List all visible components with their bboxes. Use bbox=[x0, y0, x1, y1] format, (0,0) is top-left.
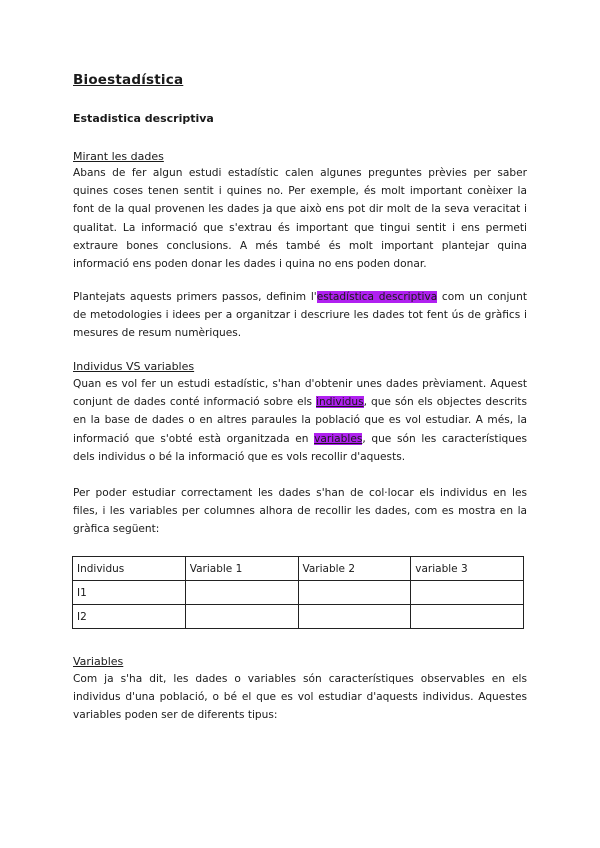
table-cell bbox=[411, 581, 524, 605]
table-cell bbox=[185, 605, 298, 629]
section-subtitle: Estadistica descriptiva bbox=[73, 112, 214, 125]
text-span: , que són els objectes descrits en la base de dades o en altres paraules la població que es vol estudiar. A més, la informació que s'obté està organitzada en bbox=[73, 396, 527, 445]
table-cell bbox=[298, 581, 411, 605]
page-title: Bioestadística bbox=[73, 72, 184, 88]
paragraph-estadistica-descriptiva bbox=[73, 288, 527, 343]
paragraph-files-columnes: Per poder estudiar correctament les dades s'han de col·locar els individus en les files, i les variables per columnes alhora de recollir les dades, com es mostra en la gràfica següent: bbox=[73, 487, 527, 536]
paragraph-individus-vs-variables bbox=[73, 375, 527, 466]
table-header-cell: Variable 2 bbox=[298, 557, 411, 581]
highlight-estadistica-descriptiva: estadística descriptiva bbox=[316, 291, 438, 303]
table-cell bbox=[411, 605, 524, 629]
highlight-variables: variables bbox=[314, 432, 363, 445]
text-span: , que són les característiques dels individus o bé la informació que es vols recollir d'aquests. bbox=[73, 432, 527, 463]
highlight-individus: individus bbox=[316, 396, 364, 409]
table-row bbox=[73, 581, 524, 605]
text-span: com un conjunt de metodologies i idees per a organitzar i descriure les dades tot fent ús de gràfics i mesures de resum numèriques. bbox=[73, 291, 527, 340]
heading-individus-vs-variables: Individus VS variables bbox=[73, 360, 195, 373]
heading-variables: Variables bbox=[73, 655, 124, 668]
table-header-row bbox=[73, 557, 524, 581]
table-header-cell: Individus bbox=[73, 557, 186, 581]
table-cell bbox=[298, 605, 411, 629]
paragraph-mirant-les-dades: Abans de fer algun estudi estadístic calen algunes preguntes prèvies per saber quines coses tenen sentit i quines no. Per exemple, és molt important conèixer la font de la qual provenen les dades ja que això ens pot dir molt de la seva veracitat i qualitat. La informació que s'extrau és important que tingui sentit i ens permeti extraure bones conclusions. A més també és molt important plantejar quina informació ens poden donar les dades i quina no ens poden donar. bbox=[73, 167, 527, 271]
table-header-cell: variable 3 bbox=[411, 557, 524, 581]
text-span: Quan es vol fer un estudi estadístic, s'han d'obtenir unes dades prèviament. Aquest conjunt de dades conté informació sobre els bbox=[73, 378, 527, 409]
table-row bbox=[73, 605, 524, 629]
paragraph-variables: Com ja s'ha dit, les dades o variables són característiques observables en els individus d'una població, o bé el que es vol estudiar d'aquests individus. Aquestes variables poden ser de diferents tipus: bbox=[73, 673, 527, 722]
table-header-cell: Variable 1 bbox=[185, 557, 298, 581]
data-table bbox=[72, 556, 524, 629]
text-span: Plantejats aquests primers passos, definim l' bbox=[73, 291, 317, 303]
heading-mirant-les-dades: Mirant les dades bbox=[73, 150, 164, 163]
table-cell bbox=[185, 581, 298, 605]
table-cell: I2 bbox=[73, 605, 186, 629]
table-cell: I1 bbox=[73, 581, 186, 605]
